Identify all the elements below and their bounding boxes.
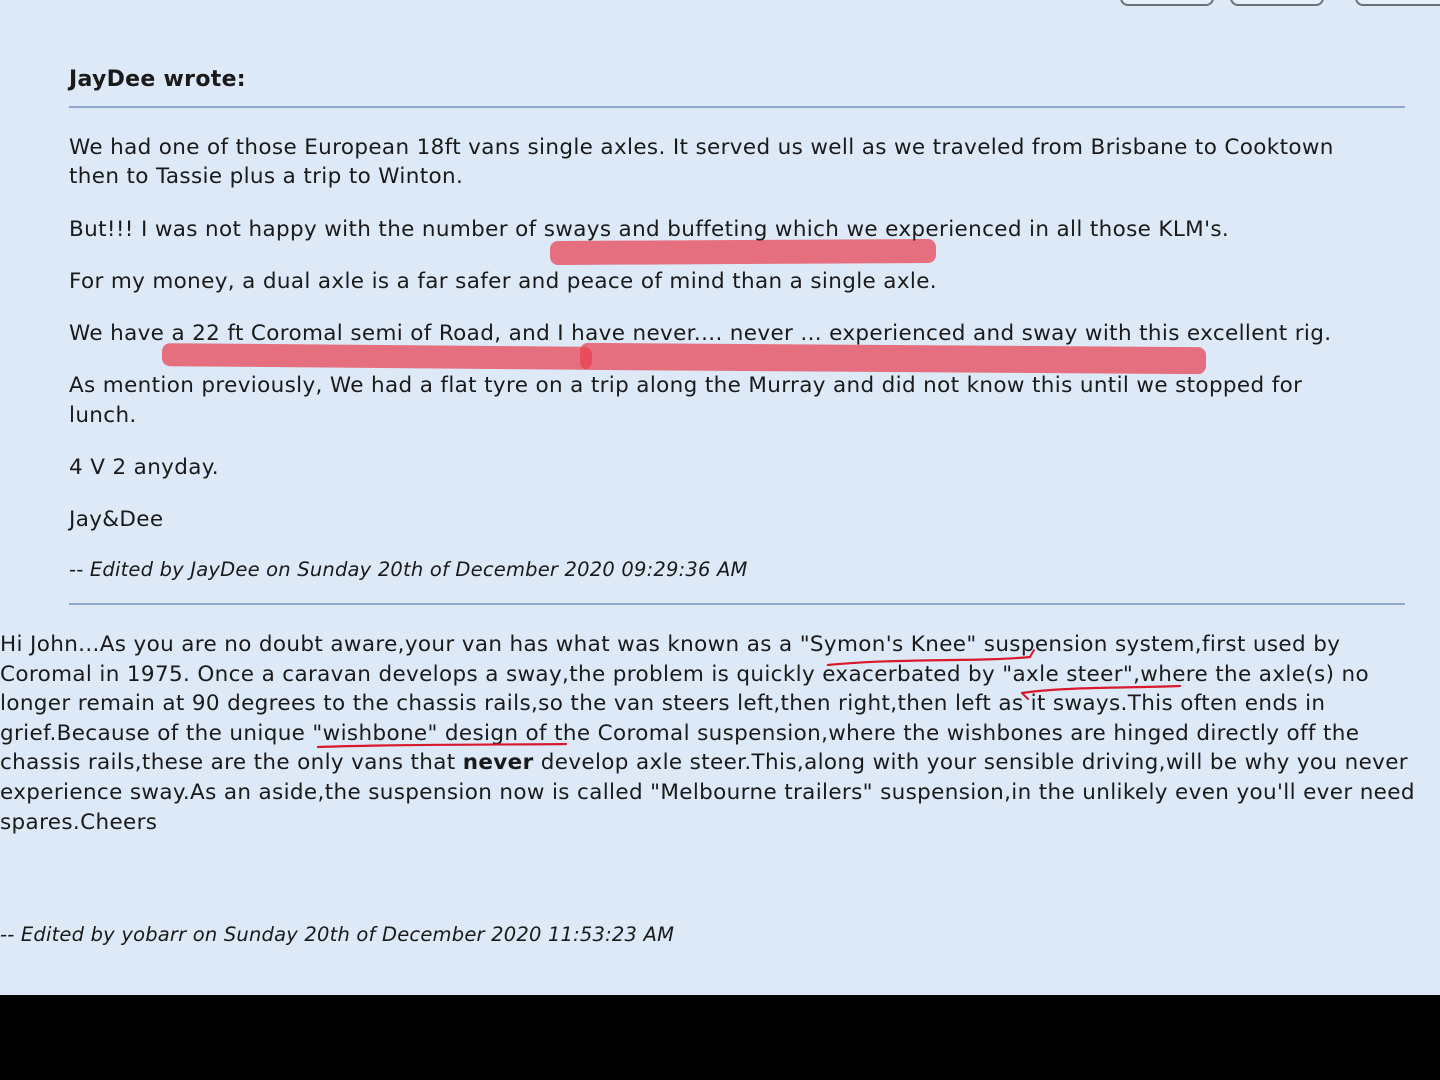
reply-edited-note: -- Edited by yobarr on Sunday 20th of December 2020 11:53:23 AM bbox=[0, 923, 675, 946]
quote-paragraph-5: As mention previously, We had a flat tyre on a trip along the Murray and did not know this until we stopped for bbox=[69, 373, 1303, 398]
reply-line-1: Hi John...As you are no doubt aware,your van has what was known as a "Symon's Knee" suspension system,first used by bbox=[0, 632, 1341, 657]
quote-author-header: JayDee wrote: bbox=[69, 67, 246, 92]
quote-paragraph-3: For my money, a dual axle is a far safer and peace of mind than a single axle. bbox=[69, 269, 937, 294]
quote-paragraph-1-cont: then to Tassie plus a trip to Winton. bbox=[69, 164, 464, 189]
quote-paragraph-2: But!!! I was not happy with the number of sways and buffeting which we experienced in all those KLM's. bbox=[69, 217, 1230, 242]
quote-edited-note: -- Edited by JayDee on Sunday 20th of December 2020 09:29:36 AM bbox=[69, 558, 748, 581]
reply-line-4: grief.Because of the unique "wishbone" design of the Coromal suspension,where the wishbones are hinged directly off the bbox=[0, 720, 1360, 746]
top-button-3[interactable] bbox=[1355, 0, 1440, 6]
reply-line-7: spares.Cheers bbox=[0, 809, 158, 835]
reply-line-5 bbox=[0, 748, 1440, 778]
quote-paragraph-5-cont: lunch. bbox=[69, 403, 137, 428]
quote-paragraph-1: We had one of those European 18ft vans single axles. It served us well as we traveled from Brisbane to Cooktown bbox=[69, 135, 1334, 160]
quote-paragraph-6: 4 V 2 anyday. bbox=[69, 455, 219, 480]
reply-line-5-start: chassis rails,these are the only vans that bbox=[0, 750, 463, 776]
quote-bottom-divider bbox=[69, 603, 1405, 605]
reply-line-6: experience sway.As an aside,the suspension now is called "Melbourne trailers" suspension,in the unlikely even you'll ever need bbox=[0, 779, 1415, 805]
quote-paragraph-4: We have a 22 ft Coromal semi of Road, and I have never.... never ... experienced and sway with this excellent rig. bbox=[69, 321, 1332, 346]
quote-top-divider bbox=[69, 106, 1405, 108]
top-button-2[interactable] bbox=[1230, 0, 1324, 6]
reply-body bbox=[0, 630, 1440, 837]
reply-line-5-end: develop axle steer.This,along with your sensible driving,will be why you never bbox=[533, 750, 1408, 776]
reply-line-2: Coromal in 1975. Once a caravan develops a sway,the problem is quickly exacerbated by "axle steer",where the axle(s) no bbox=[0, 661, 1369, 687]
reply-emphasis-never: never bbox=[462, 750, 534, 776]
quote-block bbox=[69, 62, 1405, 108]
quote-signature: Jay&Dee bbox=[69, 507, 164, 532]
reply-line-3: longer remain at 90 degrees to the chassis rails,so the van steers left,then right,then left as it sways.This often ends in bbox=[0, 691, 1326, 717]
bottom-black-bar bbox=[0, 995, 1440, 1080]
top-button-1[interactable] bbox=[1120, 0, 1214, 6]
